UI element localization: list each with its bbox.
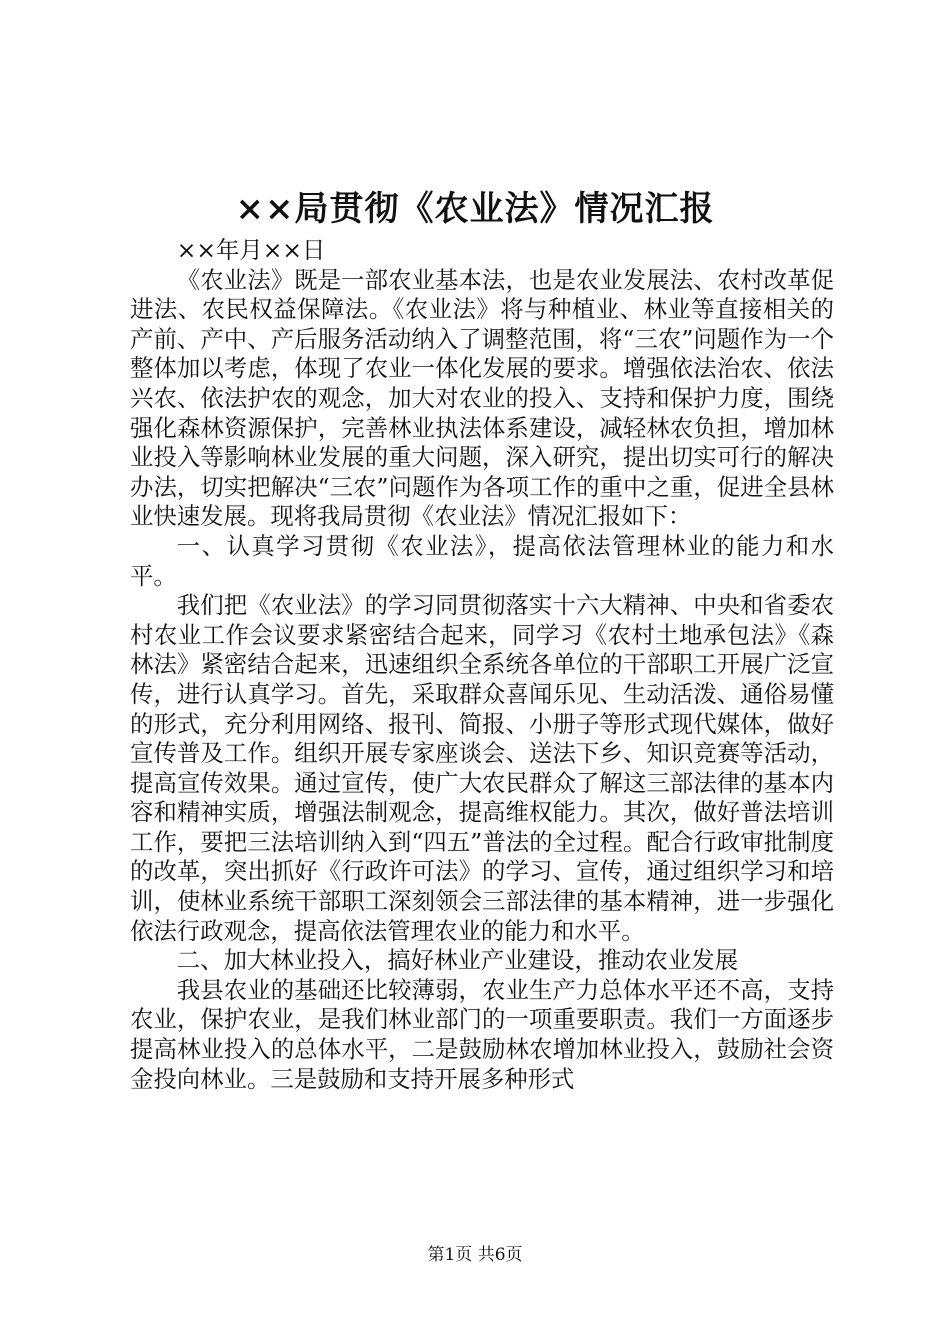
date-line: ××年月××日 [176, 236, 326, 264]
section-heading-2: 二、加大林业投入，搞好林业产业建设，推动农业发展 [176, 946, 739, 975]
document-body [130, 236, 834, 1094]
paragraph-intro: 《农业法》既是一部农业基本法，也是农业发展法、农村改革促进法、农民权益保障法。《农业法》将与种植业、林业等直接相关的产前、产中、产后服务活动纳入了调整范围，将“三农”问题作为一个整体加以考虑，体现了农业一体化发展的要求。增强依法治农、依法兴农、依法护农的观念，加大对农业的投入、支持和保护力度，围绕强化森林资源保护，完善林业执法体系建设，减轻林农负担，增加林业投入等影响林业发展的重大问题，深入研究，提出切实可行的解决办法，切实把解决“三农”问题作为各项工作的重中之重，促进全县林业快速发展。现将我局贯彻《农业法》情况汇报如下： [130, 265, 834, 531]
document-title: ××局贯彻《农业法》情况汇报 [235, 189, 715, 229]
paragraph-section-2: 我县农业的基础还比较薄弱，农业生产力总体水平还不高，支持农业，保护农业，是我们林业部门的一项重要职责。我们一方面逐步提高林业投入的总体水平，二是鼓励林农增加林业投入，鼓励社会资金投向林业。三是鼓励和支持开展多种形式 [130, 975, 834, 1093]
page-footer: 第1页 共6页 [427, 1245, 523, 1265]
paragraph-section-1: 我们把《农业法》的学习同贯彻落实十六大精神、中央和省委农村农业工作会议要求紧密结合起来，同学习《农村土地承包法》《森林法》紧密结合起来，迅速组织全系统各单位的干部职工开展广泛宣传，进行认真学习。首先，采取群众喜闻乐见、生动活泼、通俗易懂的形式，充分利用网络、报刊、简报、小册子等形式现代媒体，做好宣传普及工作。组织开展专家座谈会、送法下乡、知识竞赛等活动，提高宣传效果。通过宣传，使广大农民群众了解这三部法律的基本内容和精神实质，增强法制观念，提高维权能力。其次，做好普法培训工作，要把三法培训纳入到“四五”普法的全过程。配合行政审批制度的改革，突出抓好《行政许可法》的学习、宣传，通过组织学习和培训，使林业系统干部职工深刻领会三部法律的基本精神，进一步强化依法行政观念，提高依法管理农业的能力和水平。 [130, 591, 834, 945]
section-heading-1: 一、认真学习贯彻《农业法》，提高依法管理林业的能力和水平。 [130, 531, 834, 590]
